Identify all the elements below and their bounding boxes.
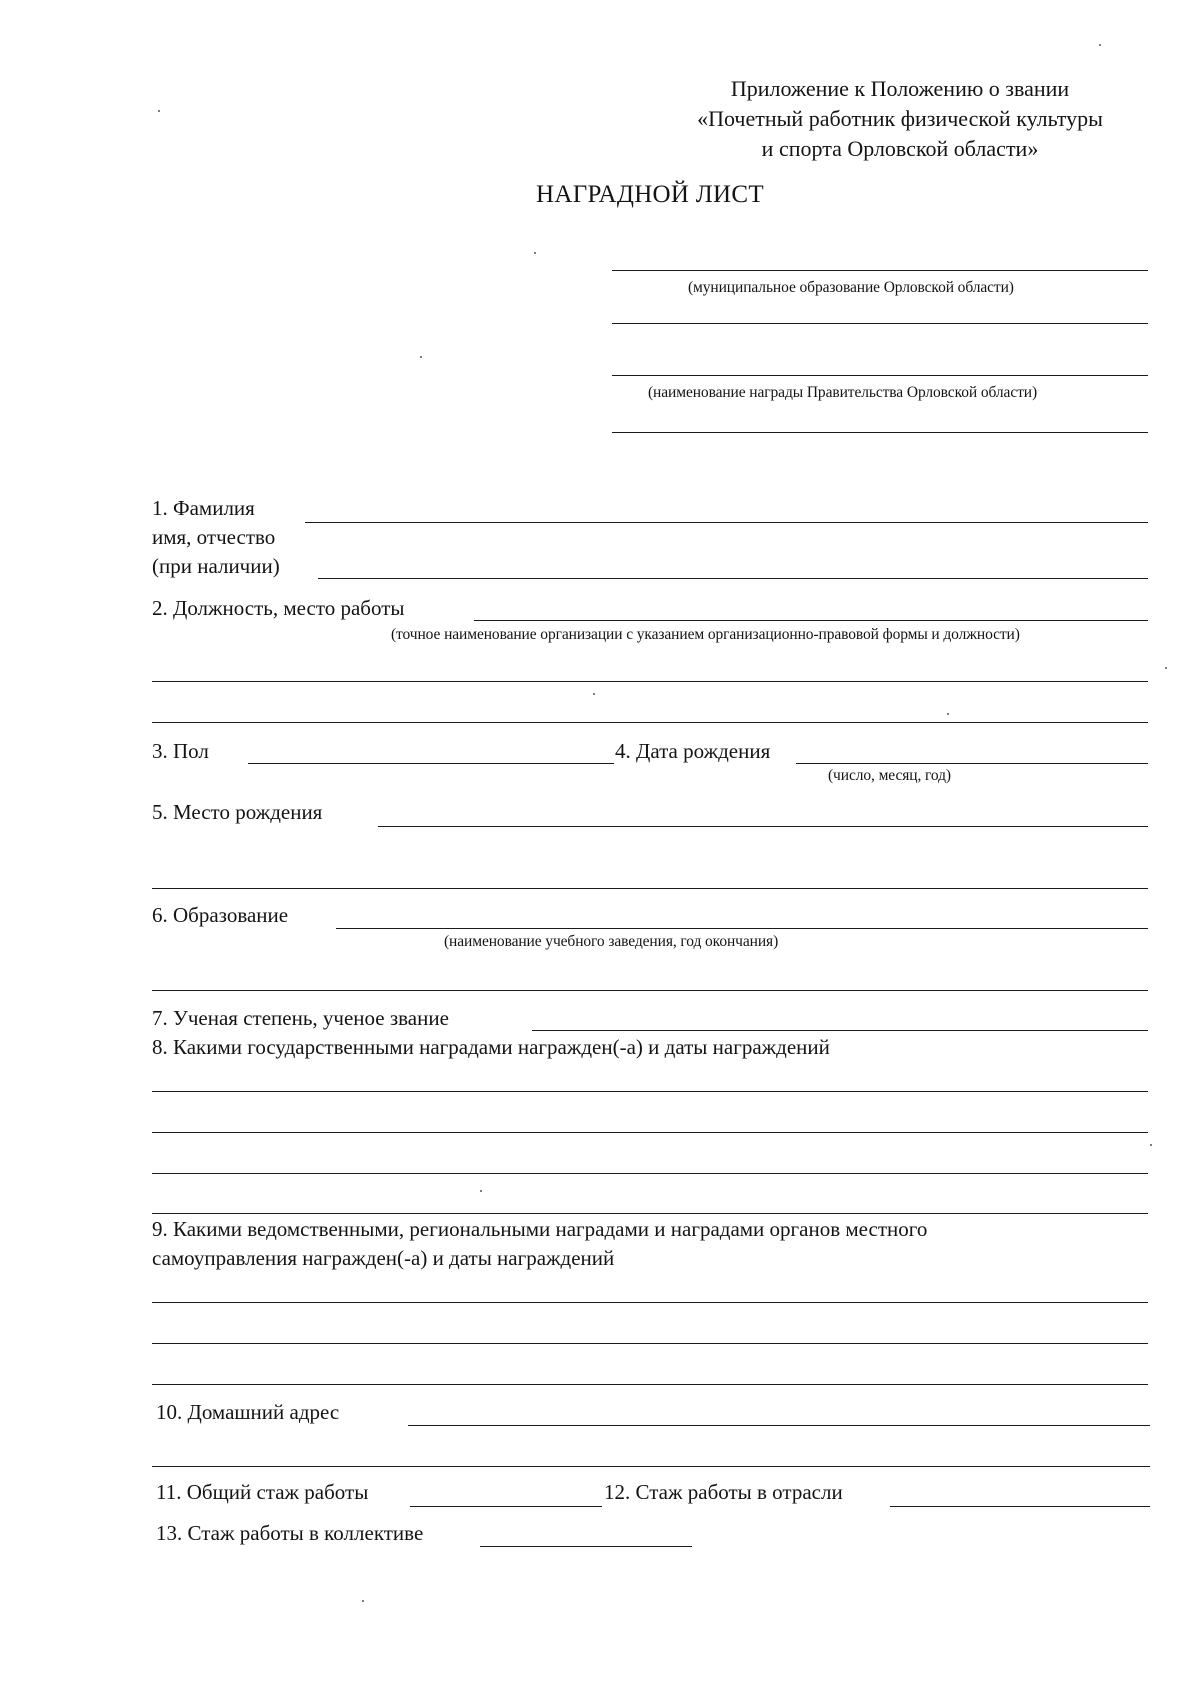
label-total-experience: 11. Общий стаж работы: [156, 1480, 369, 1504]
label-industry-experience: 12. Стаж работы в отрасли: [604, 1480, 843, 1504]
position-workplace-line-2[interactable]: [152, 681, 1148, 682]
award-name-hint: (наименование награды Правительства Орловской области): [648, 384, 1038, 401]
scan-speck: [480, 1190, 482, 1192]
scan-speck: [362, 1600, 364, 1602]
state-awards-line-2[interactable]: [152, 1132, 1148, 1133]
home-address-line-2[interactable]: [152, 1466, 1150, 1467]
scan-speck: [1150, 1144, 1152, 1146]
place-of-birth-line-2[interactable]: [152, 888, 1148, 889]
appendix-line-1: Приложение к Положению о звании: [730, 76, 1070, 101]
municipality-field-extra[interactable]: [612, 323, 1148, 324]
scan-speck: [593, 693, 595, 695]
team-experience-field[interactable]: [480, 1546, 692, 1547]
scan-speck: [534, 252, 536, 254]
total-experience-field[interactable]: [410, 1506, 602, 1507]
label-academic-degree: 7. Ученая степень, ученое звание: [152, 1006, 449, 1030]
date-of-birth-hint: (число, месяц, год): [828, 767, 951, 784]
education-field[interactable]: [336, 928, 1148, 929]
appendix-line-3: и спорта Орловской области»: [761, 136, 1039, 161]
label-home-address: 10. Домашний адрес: [156, 1400, 340, 1424]
award-name-field-extra[interactable]: [612, 432, 1148, 433]
label-sex: 3. Пол: [152, 739, 209, 763]
regional-awards-line-1[interactable]: [152, 1302, 1148, 1303]
document-title: НАГРАДНОЙ ЛИСТ: [536, 181, 764, 208]
name-patronymic-field[interactable]: [318, 578, 1148, 579]
place-of-birth-field[interactable]: [378, 826, 1148, 827]
municipality-hint: (муниципальное образование Орловской области): [688, 279, 1014, 296]
label-name-patronymic: имя, отчество: [152, 525, 276, 549]
industry-experience-field[interactable]: [890, 1506, 1150, 1507]
label-state-awards: 8. Какими государственными наградами награжден(-а) и даты награждений: [152, 1035, 830, 1059]
regional-awards-line-3[interactable]: [152, 1384, 1148, 1385]
position-workplace-line-3[interactable]: [152, 722, 1148, 723]
regional-awards-line-2[interactable]: [152, 1343, 1148, 1344]
award-name-field[interactable]: [612, 375, 1148, 376]
label-regional-awards-1: 9. Какими ведомственными, региональными наградами и наградами органов местного: [152, 1217, 928, 1241]
label-team-experience: 13. Стаж работы в коллективе: [156, 1521, 424, 1545]
scan-speck: [947, 713, 949, 715]
label-regional-awards-2: самоуправления награжден(-а) и даты награждений: [152, 1246, 615, 1270]
scan-speck: [1099, 44, 1101, 46]
label-if-any: (при наличии): [152, 554, 280, 578]
label-surname: 1. Фамилия: [152, 496, 255, 520]
home-address-field[interactable]: [408, 1425, 1150, 1426]
position-workplace-hint: (точное наименование организации с указанием организационно-правовой формы и должности): [391, 626, 1020, 643]
state-awards-line-4[interactable]: [152, 1213, 1148, 1214]
scan-speck: [420, 356, 422, 358]
education-hint: (наименование учебного заведения, год окончания): [444, 933, 779, 950]
label-education: 6. Образование: [152, 903, 289, 927]
date-of-birth-field[interactable]: [796, 763, 1148, 764]
scan-speck: [1165, 667, 1167, 669]
label-place-of-birth: 5. Место рождения: [152, 800, 323, 824]
education-line-2[interactable]: [152, 990, 1148, 991]
municipality-field[interactable]: [612, 270, 1148, 271]
label-date-of-birth: 4. Дата рождения: [615, 739, 771, 763]
academic-degree-field[interactable]: [532, 1030, 1148, 1031]
label-position-workplace: 2. Должность, место работы: [152, 596, 405, 620]
sex-field[interactable]: [248, 763, 614, 764]
appendix-line-2: «Почетный работник физической культуры: [697, 106, 1103, 131]
surname-field[interactable]: [305, 522, 1148, 523]
scan-speck: [158, 110, 160, 112]
state-awards-line-3[interactable]: [152, 1173, 1148, 1174]
position-workplace-field[interactable]: [474, 620, 1148, 621]
state-awards-line-1[interactable]: [152, 1091, 1148, 1092]
